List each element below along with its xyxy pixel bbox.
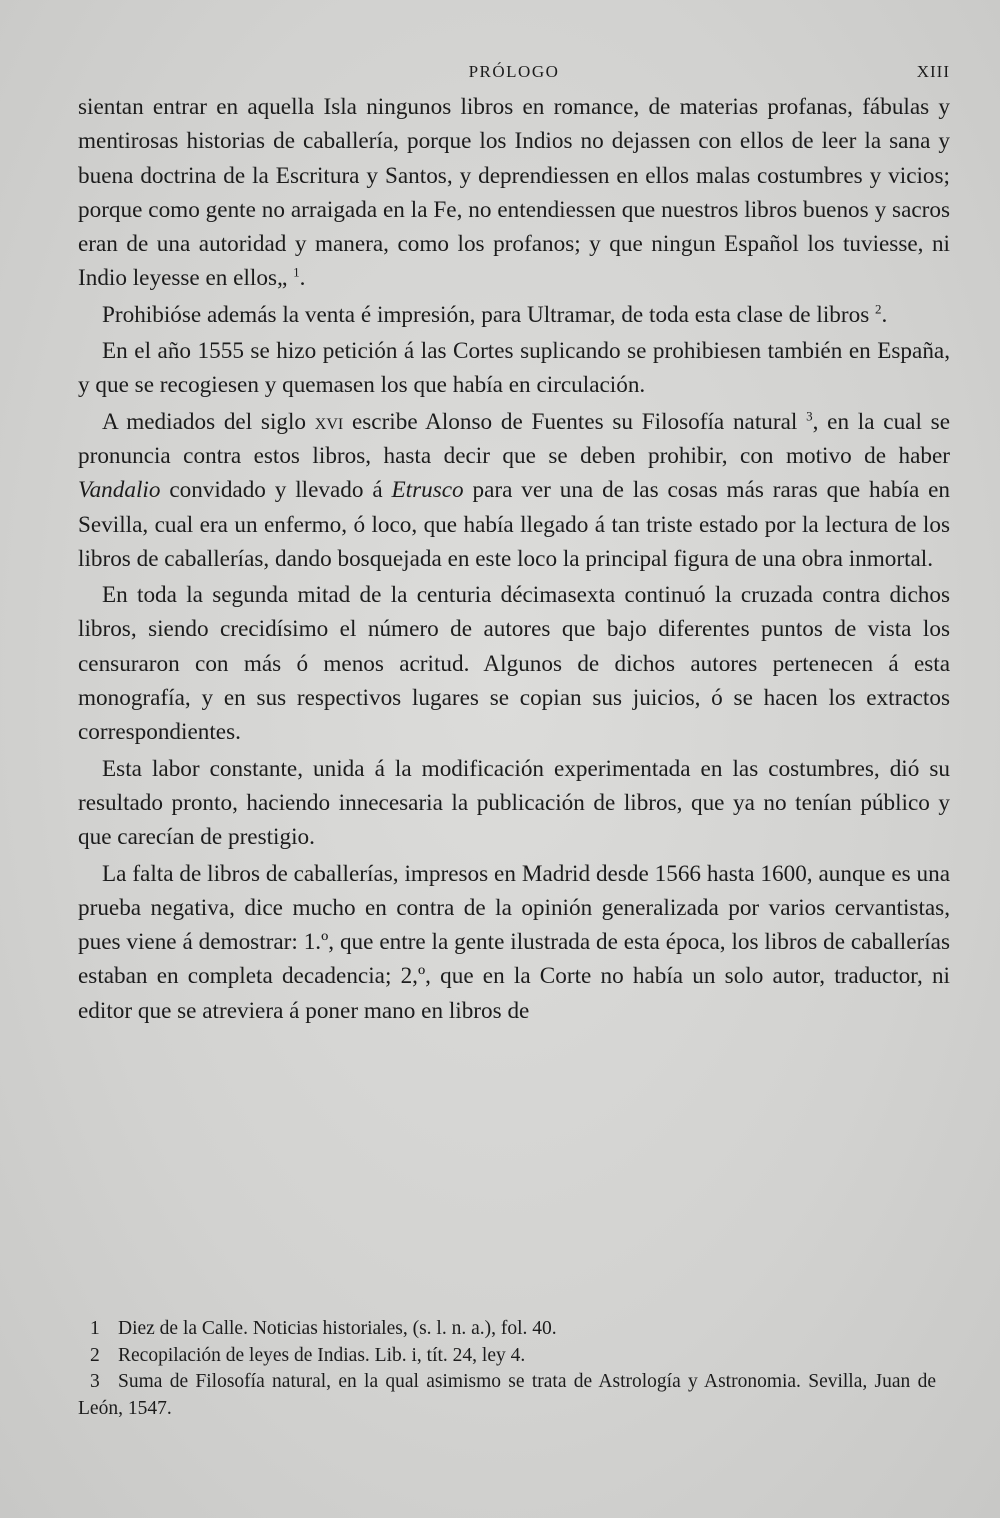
footnote-number: 2 — [90, 1344, 100, 1366]
paragraph-text: En toda la segunda mitad de la centuria décimasexta continuó la cruzada contra dichos libros, siendo crecidísimo el número de autores que bajo diferentes puntos de vista los censuraron con más ó menos acritud. Algunos de dichos autores pertenecen á esta monografía, y en sus respectivos lugares se copian sus juicios, ó se hacen los extractos correspondientes. — [78, 582, 950, 746]
footnote-number: 1 — [90, 1318, 100, 1339]
page-number: XIII — [916, 62, 950, 81]
running-head — [78, 58, 950, 84]
paragraph-text: sientan entrar en aquella Isla ningunos libros en romance, de materias profanas, fábulas y mentirosas historias de caballería, porque los Indios no dejassen con ellos de leer la sana y buena doctrina de la Escritura y Santos, y deprendiessen en ellos malas costumbres y vicios; porque como gente no arraigada en la Fe, no entendiessen que nuestros libros buenos y sacros eran de una autoridad y manera, como los profanos; y que ningun Español los tuviesse, ni Indio leyesse en ellos„ — [78, 94, 950, 292]
paragraph-text: , en la cual se pronuncia contra estos libros, hasta decir que se deben prohibir, con motivo de haber — [78, 408, 950, 469]
body-text — [78, 90, 950, 1028]
footnote-text: Diez de la Calle. Noticias historiales, (s. l. n. a.), fol. 40. — [118, 1318, 557, 1339]
footnote — [78, 1343, 936, 1370]
paragraph — [78, 857, 950, 1028]
footnote-reference: 1 — [293, 264, 300, 280]
footnote — [78, 1369, 936, 1422]
paragraph-text: Prohibióse además la venta é impresión, para Ultramar, de toda esta clase de libros — [102, 301, 876, 328]
footnote-text: Recopilación de leyes de Indias. Lib. i, tít. 24, ley 4. — [118, 1344, 526, 1366]
paragraph-text: . — [299, 265, 306, 292]
footnote — [78, 1316, 936, 1343]
running-title: PRÓLOGO — [468, 62, 560, 81]
footnote-number: 3 — [90, 1371, 100, 1392]
paragraph — [78, 298, 950, 332]
paragraph — [78, 90, 950, 296]
paragraph-text: En el año 1555 se hizo petición á las Cortes suplicando se prohibiesen también en España, y que se recogiesen y quemasen los que había en circulación. — [78, 338, 950, 399]
paragraph-text: . — [881, 301, 888, 328]
italic-text: Etrusco — [391, 477, 464, 504]
footnote-reference: 3 — [806, 407, 813, 423]
paragraph — [78, 752, 950, 855]
paragraph-text: La falta de libros de caballerías, impresos en Madrid desde 1566 hasta 1600, aunque es una prueba negativa, dice mucho en contra de la opinión generalizada por varios cervantistas, pues viene á demostrar: 1.º, que entre la gente ilustrada de esta época, los libros de caballerías estaban en completa decadencia; 2,º, que en la Corte no había un solo autor, traductor, ni editor que se atreviera á poner mano en libros de — [78, 860, 950, 1024]
paragraph-text: Esta labor constante, unida á la modificación experimentada en las costumbres, dió su resultado pronto, haciendo innecesaria la publicación de libros, que ya no tenían público y que carecían de prestigio. — [78, 755, 950, 851]
page — [78, 58, 950, 1030]
paragraph-text: A mediados del siglo — [102, 408, 315, 435]
paragraph — [78, 578, 950, 749]
footnotes — [78, 1316, 936, 1422]
footnote-text: Suma de Filosofía natural, en la qual asimismo se trata de Astrología y Astronomia. Sevilla, Juan de León, 1547. — [78, 1371, 936, 1419]
footnote-reference: 2 — [875, 301, 882, 317]
paragraph-text: escribe Alonso de Fuentes su Filosofía natural — [343, 408, 807, 435]
paragraph-text: para ver una de las cosas más raras que había en Sevilla, cual era un enfermo, ó loco, que había llegado á tan triste estado por la lectura de los libros de caballerías, dando bosquejada en este loco la principal figura de una obra inmortal. — [78, 477, 950, 572]
paragraph — [78, 334, 950, 403]
small-caps-text: xvi — [314, 408, 344, 435]
paragraph — [78, 405, 950, 576]
italic-text: Vandalio — [78, 477, 161, 504]
paragraph-text: convidado y llevado á — [160, 477, 392, 504]
